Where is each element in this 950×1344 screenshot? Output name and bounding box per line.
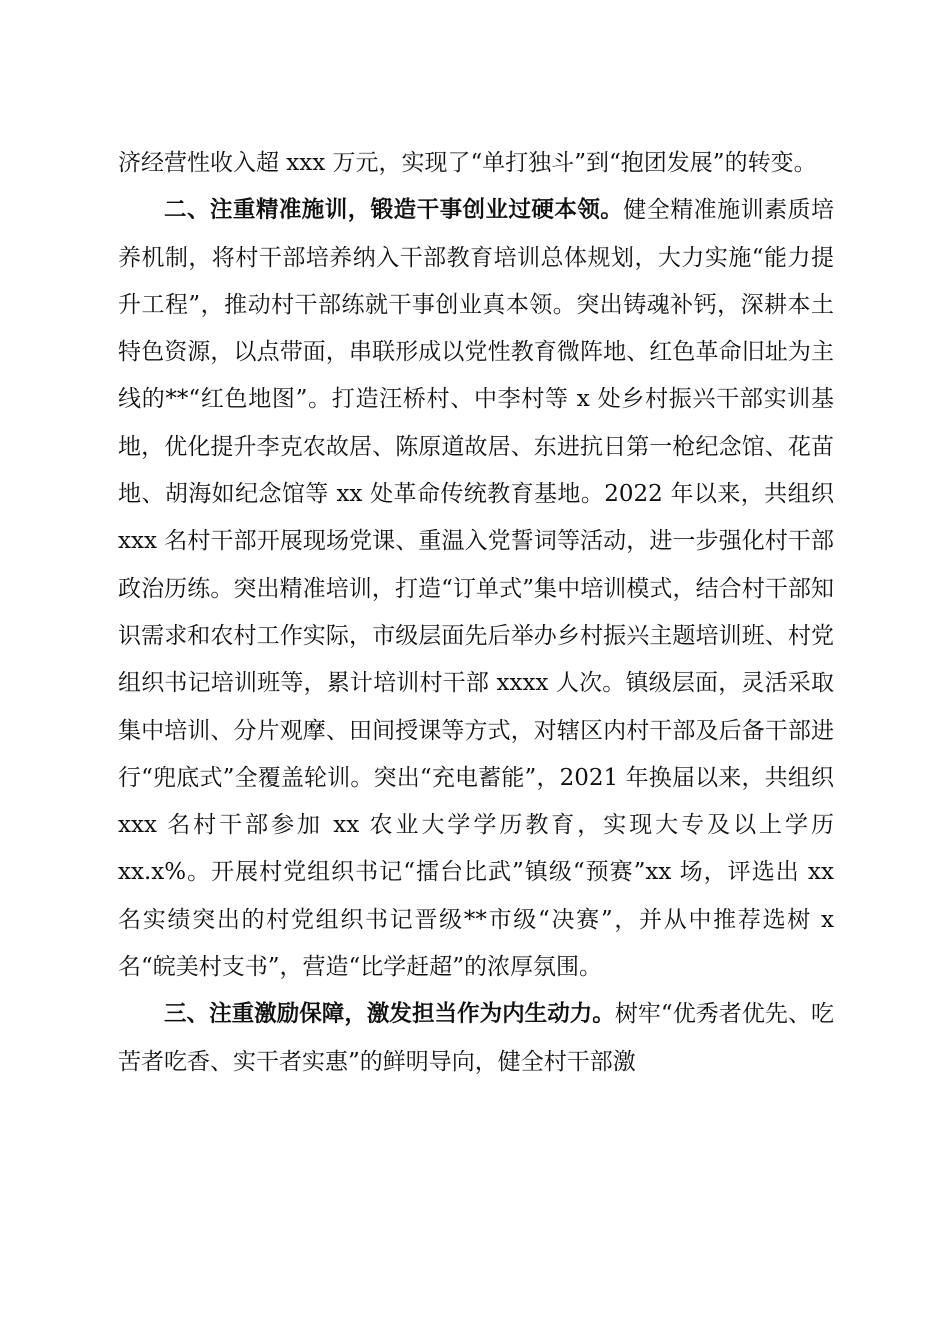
paragraph-section-3: [118, 991, 834, 1086]
section-heading: 二、注重精准施训，锻造干事创业过硬本领。: [164, 197, 624, 224]
section-heading: 三、注重激励保障，激发担当作为内生动力。: [164, 1001, 615, 1028]
paragraph-text: 树牢“优秀者优先、吃苦者吃香、实干者实惠”的鲜明导向，健全村干部激: [118, 1001, 834, 1075]
paragraph-section-2: [118, 187, 834, 991]
paragraph-continuation: [118, 140, 834, 187]
document-body: [118, 140, 834, 1086]
paragraph-text: 济经营性收入超 xxx 万元，实现了“单打独斗”到“抱团发展”的转变。: [118, 150, 817, 176]
paragraph-text: 健全精准施训素质培养机制，将村干部培养纳入干部教育培训总体规划，大力实施“能力提升工程”，推动村干部练就干事创业真本领。突出铸魂补钙，深耕本土特色资源，以点带面，串联形成以党性教育微阵地、红色革命旧址为主线的**“红色地图”。打造汪桥村、中李村等 x 处乡村振兴干部实训基地，优化提升李克农故居、陈原道故居、东进抗日第一枪纪念馆、花苗地、胡海如纪念馆等 xx 处革命传统教育基地。2022 年以来，共组织 xxx 名村干部开展现场党课、重温入党誓词等活动，进一步强化村干部政治历练。突出精准培训，打造“订单式”集中培训模式，结合村干部知识需求和农村工作实际，市级层面先后举办乡村振兴主题培训班、村党组织书记培训班等，累计培训村干部 xxxx 人次。镇级层面，灵活采取集中培训、分片观摩、田间授课等方式，对辖区内村干部及后备干部进行“兜底式”全覆盖轮训。突出“充电蓄能”，2021 年换届以来，共组织 xxx 名村干部参加 xx 农业大学学历教育，实现大专及以上学历 xx.x%。开展村党组织书记“擂台比武”镇级“预赛”xx 场，评选出 xx 名实绩突出的村党组织书记晋级**市级“决赛”，并从中推荐选树 x 名“皖美村支书”，营造“比学赶超”的浓厚氛围。: [118, 197, 834, 981]
